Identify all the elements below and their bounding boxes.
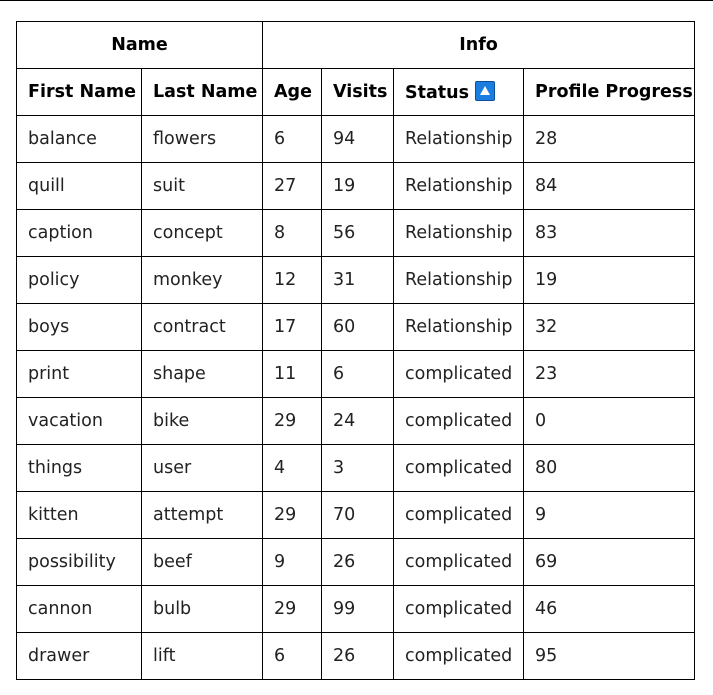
cell-last-name: user — [142, 445, 263, 492]
table-row — [17, 163, 695, 210]
column-header-label: Profile Progress — [535, 82, 693, 102]
cell-profile-progress: 69 — [524, 539, 695, 586]
cell-age: 11 — [263, 351, 322, 398]
cell-profile-progress: 23 — [524, 351, 695, 398]
cell-visits: 99 — [322, 586, 394, 633]
column-header-row — [17, 69, 695, 116]
cell-last-name: contract — [142, 304, 263, 351]
cell-profile-progress: 80 — [524, 445, 695, 492]
cell-status: complicated — [394, 445, 524, 492]
cell-status: complicated — [394, 633, 524, 680]
cell-last-name: concept — [142, 210, 263, 257]
column-header-label: Last Name — [153, 82, 258, 102]
cell-last-name: flowers — [142, 116, 263, 163]
cell-first-name: cannon — [17, 586, 142, 633]
cell-last-name: attempt — [142, 492, 263, 539]
table-row — [17, 210, 695, 257]
column-header-age[interactable] — [263, 69, 322, 116]
cell-profile-progress: 46 — [524, 586, 695, 633]
cell-profile-progress: 0 — [524, 398, 695, 445]
table-row — [17, 539, 695, 586]
cell-visits: 56 — [322, 210, 394, 257]
cell-status: complicated — [394, 539, 524, 586]
table-row — [17, 304, 695, 351]
cell-visits: 6 — [322, 351, 394, 398]
column-header-label: Status — [405, 83, 470, 103]
cell-first-name: vacation — [17, 398, 142, 445]
table-row — [17, 351, 695, 398]
cell-status: complicated — [394, 398, 524, 445]
table-row — [17, 257, 695, 304]
table-row — [17, 492, 695, 539]
cell-age: 9 — [263, 539, 322, 586]
top-divider — [0, 0, 713, 1]
column-header-label: Age — [274, 82, 312, 102]
cell-profile-progress: 9 — [524, 492, 695, 539]
cell-first-name: quill — [17, 163, 142, 210]
cell-profile-progress: 28 — [524, 116, 695, 163]
cell-status: Relationship — [394, 163, 524, 210]
cell-age: 29 — [263, 398, 322, 445]
cell-last-name: lift — [142, 633, 263, 680]
cell-first-name: kitten — [17, 492, 142, 539]
cell-first-name: drawer — [17, 633, 142, 680]
table-row — [17, 445, 695, 492]
cell-age: 29 — [263, 492, 322, 539]
cell-profile-progress: 83 — [524, 210, 695, 257]
cell-first-name: balance — [17, 116, 142, 163]
cell-status: Relationship — [394, 210, 524, 257]
cell-profile-progress: 32 — [524, 304, 695, 351]
cell-first-name: boys — [17, 304, 142, 351]
cell-age: 4 — [263, 445, 322, 492]
cell-status: complicated — [394, 586, 524, 633]
column-header-last-name[interactable] — [142, 69, 263, 116]
cell-status: Relationship — [394, 116, 524, 163]
cell-first-name: print — [17, 351, 142, 398]
cell-last-name: shape — [142, 351, 263, 398]
table-row — [17, 116, 695, 163]
group-header-name: Name — [17, 22, 263, 69]
cell-status: complicated — [394, 492, 524, 539]
cell-profile-progress: 19 — [524, 257, 695, 304]
cell-first-name: possibility — [17, 539, 142, 586]
table-row — [17, 398, 695, 445]
cell-age: 8 — [263, 210, 322, 257]
column-header-status[interactable] — [394, 69, 524, 116]
cell-profile-progress: 95 — [524, 633, 695, 680]
column-header-profile-progress[interactable] — [524, 69, 695, 116]
cell-first-name: policy — [17, 257, 142, 304]
cell-visits: 19 — [322, 163, 394, 210]
cell-status: complicated — [394, 351, 524, 398]
people-table — [16, 21, 695, 680]
cell-visits: 26 — [322, 633, 394, 680]
sort-ascending-icon[interactable] — [475, 81, 495, 101]
column-header-label: First Name — [28, 82, 137, 102]
cell-visits: 3 — [322, 445, 394, 492]
cell-visits: 26 — [322, 539, 394, 586]
group-header-row — [17, 22, 695, 69]
column-header-visits[interactable] — [322, 69, 394, 116]
cell-last-name: suit — [142, 163, 263, 210]
cell-age: 12 — [263, 257, 322, 304]
cell-first-name: things — [17, 445, 142, 492]
column-header-first-name[interactable] — [17, 69, 142, 116]
cell-visits: 31 — [322, 257, 394, 304]
cell-first-name: caption — [17, 210, 142, 257]
cell-visits: 94 — [322, 116, 394, 163]
table-row — [17, 586, 695, 633]
cell-age: 17 — [263, 304, 322, 351]
cell-last-name: bike — [142, 398, 263, 445]
cell-age: 6 — [263, 633, 322, 680]
column-header-label: Visits — [333, 82, 388, 102]
table-row — [17, 633, 695, 680]
cell-last-name: monkey — [142, 257, 263, 304]
group-header-info: Info — [263, 22, 695, 69]
cell-age: 29 — [263, 586, 322, 633]
cell-status: Relationship — [394, 257, 524, 304]
cell-status: Relationship — [394, 304, 524, 351]
cell-profile-progress: 84 — [524, 163, 695, 210]
cell-visits: 70 — [322, 492, 394, 539]
table-body — [17, 116, 695, 680]
cell-age: 27 — [263, 163, 322, 210]
cell-last-name: beef — [142, 539, 263, 586]
cell-age: 6 — [263, 116, 322, 163]
cell-last-name: bulb — [142, 586, 263, 633]
cell-visits: 60 — [322, 304, 394, 351]
cell-visits: 24 — [322, 398, 394, 445]
